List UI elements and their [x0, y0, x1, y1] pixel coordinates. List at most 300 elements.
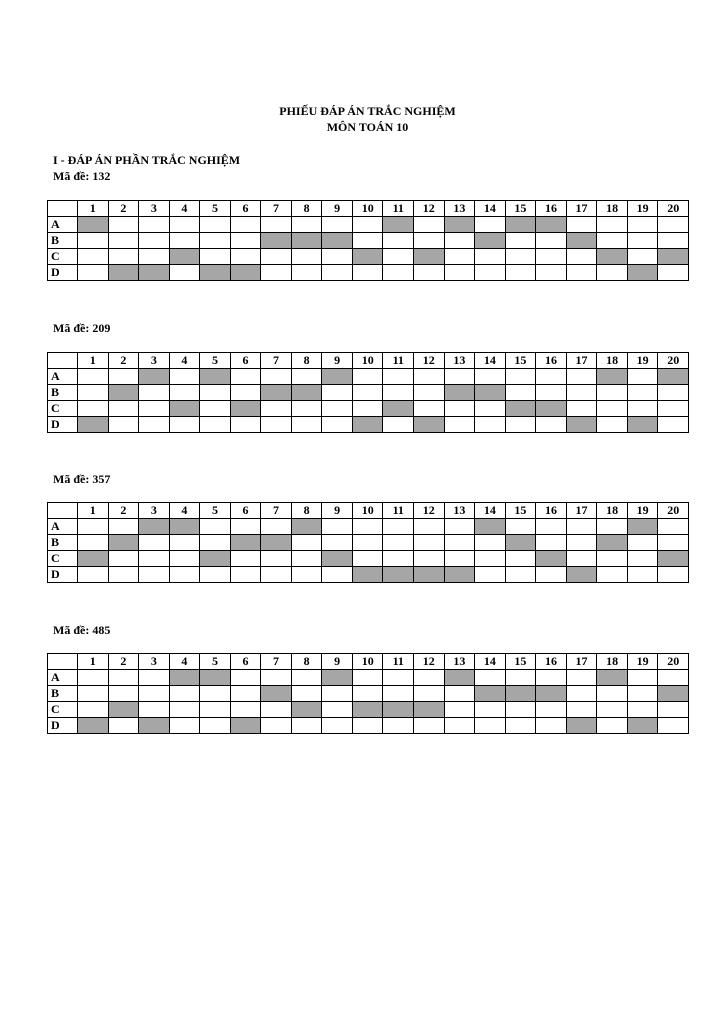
- answer-cell: [169, 369, 200, 385]
- corner-cell: [48, 353, 78, 369]
- answer-cell-filled: [597, 670, 628, 686]
- answer-cell: [566, 249, 597, 265]
- answer-cell: [322, 535, 353, 551]
- question-number: 6: [230, 503, 261, 519]
- answer-cell: [658, 401, 689, 417]
- answer-cell-filled: [230, 535, 261, 551]
- answer-cell: [230, 385, 261, 401]
- answer-cell: [658, 702, 689, 718]
- answer-cell: [536, 265, 567, 281]
- question-number: 18: [597, 201, 628, 217]
- option-row: [48, 265, 689, 281]
- answer-cell: [108, 217, 139, 233]
- answer-cell: [597, 265, 628, 281]
- answer-cell: [169, 702, 200, 718]
- answer-cell: [383, 233, 414, 249]
- answer-grid: [47, 653, 689, 734]
- answer-cell-filled: [322, 233, 353, 249]
- answer-cell: [139, 551, 170, 567]
- answer-cell-filled: [169, 401, 200, 417]
- option-label: A: [48, 670, 78, 686]
- answer-cell: [505, 265, 536, 281]
- answer-cell-filled: [383, 567, 414, 583]
- answer-cell-filled: [475, 385, 506, 401]
- answer-cell: [139, 686, 170, 702]
- answer-cell: [139, 702, 170, 718]
- option-label: D: [48, 417, 78, 433]
- answer-cell: [108, 686, 139, 702]
- answer-cell: [322, 249, 353, 265]
- answer-cell-filled: [169, 519, 200, 535]
- answer-cell-filled: [444, 567, 475, 583]
- option-label: A: [48, 217, 78, 233]
- answer-cell: [322, 385, 353, 401]
- question-number: 7: [261, 353, 292, 369]
- option-row: [48, 417, 689, 433]
- answer-cell: [597, 686, 628, 702]
- answer-cell: [169, 385, 200, 401]
- question-number: 13: [444, 654, 475, 670]
- answer-cell: [505, 385, 536, 401]
- option-label: D: [48, 718, 78, 734]
- answer-cell: [444, 718, 475, 734]
- answer-cell-filled: [200, 265, 231, 281]
- question-number: 7: [261, 503, 292, 519]
- answer-cell: [536, 670, 567, 686]
- option-label: A: [48, 519, 78, 535]
- header-row: [48, 353, 689, 369]
- answer-cell: [597, 702, 628, 718]
- answer-cell: [475, 249, 506, 265]
- answer-cell-filled: [658, 249, 689, 265]
- answer-cell-filled: [169, 249, 200, 265]
- answer-cell: [658, 233, 689, 249]
- question-number: 4: [169, 503, 200, 519]
- answer-cell: [383, 417, 414, 433]
- exam-code-label: Mã đề: 357: [53, 472, 111, 486]
- corner-cell: [48, 654, 78, 670]
- question-number: 2: [108, 353, 139, 369]
- answer-cell: [169, 551, 200, 567]
- answer-cell: [322, 417, 353, 433]
- answer-cell: [230, 670, 261, 686]
- answer-cell-filled: [139, 519, 170, 535]
- answer-cell-filled: [78, 417, 109, 433]
- answer-cell-filled: [139, 265, 170, 281]
- answer-cell: [658, 567, 689, 583]
- answer-cell: [352, 265, 383, 281]
- answer-cell-filled: [169, 670, 200, 686]
- answer-cell-filled: [383, 702, 414, 718]
- answer-cell: [475, 551, 506, 567]
- answer-cell: [505, 567, 536, 583]
- answer-grid: [47, 200, 689, 281]
- answer-cell: [383, 535, 414, 551]
- answer-grid: [47, 352, 689, 433]
- answer-cell: [108, 519, 139, 535]
- question-number: 13: [444, 201, 475, 217]
- corner-cell: [48, 503, 78, 519]
- question-number: 5: [200, 503, 231, 519]
- option-row: [48, 670, 689, 686]
- answer-cell: [627, 233, 658, 249]
- answer-cell: [169, 718, 200, 734]
- answer-cell: [108, 417, 139, 433]
- answer-cell: [108, 249, 139, 265]
- answer-cell: [383, 369, 414, 385]
- option-row: [48, 217, 689, 233]
- answer-cell: [108, 567, 139, 583]
- answer-cell: [78, 401, 109, 417]
- answer-cell: [658, 718, 689, 734]
- answer-cell: [230, 686, 261, 702]
- answer-cell: [352, 718, 383, 734]
- option-row: [48, 369, 689, 385]
- answer-cell-filled: [566, 567, 597, 583]
- answer-cell: [230, 233, 261, 249]
- answer-cell: [261, 217, 292, 233]
- answer-cell: [444, 249, 475, 265]
- answer-cell: [475, 417, 506, 433]
- question-number: 14: [475, 353, 506, 369]
- answer-cell: [169, 567, 200, 583]
- answer-cell: [383, 551, 414, 567]
- answer-cell-filled: [414, 567, 445, 583]
- question-number: 10: [352, 654, 383, 670]
- answer-cell: [200, 718, 231, 734]
- answer-cell-filled: [291, 519, 322, 535]
- question-number: 7: [261, 201, 292, 217]
- answer-cell: [139, 249, 170, 265]
- question-number: 12: [414, 353, 445, 369]
- answer-cell-filled: [352, 249, 383, 265]
- answer-cell: [139, 233, 170, 249]
- answer-cell: [505, 369, 536, 385]
- question-number: 2: [108, 654, 139, 670]
- answer-cell-filled: [383, 217, 414, 233]
- question-number: 2: [108, 201, 139, 217]
- question-number: 16: [536, 201, 567, 217]
- answer-cell: [230, 369, 261, 385]
- section-heading: I - ĐÁP ÁN PHẦN TRẮC NGHIỆM: [53, 153, 241, 167]
- answer-cell-filled: [139, 718, 170, 734]
- answer-cell-filled: [200, 369, 231, 385]
- answer-cell-filled: [230, 401, 261, 417]
- question-number: 1: [78, 201, 109, 217]
- question-number: 4: [169, 654, 200, 670]
- corner-cell: [48, 201, 78, 217]
- answer-cell: [627, 217, 658, 233]
- answer-cell: [444, 401, 475, 417]
- title-line-1: PHIẾU ĐÁP ÁN TRẮC NGHIỆM: [279, 104, 456, 118]
- option-label: D: [48, 567, 78, 583]
- answer-cell: [261, 567, 292, 583]
- answer-cell: [230, 217, 261, 233]
- header-row: [48, 201, 689, 217]
- answer-cell: [597, 417, 628, 433]
- answer-cell: [627, 401, 658, 417]
- question-number: 1: [78, 353, 109, 369]
- answer-cell-filled: [597, 249, 628, 265]
- answer-cell-filled: [200, 551, 231, 567]
- answer-cell: [200, 417, 231, 433]
- answer-cell: [658, 519, 689, 535]
- answer-cell-filled: [230, 265, 261, 281]
- question-number: 14: [475, 503, 506, 519]
- answer-cell: [139, 567, 170, 583]
- question-number: 15: [505, 654, 536, 670]
- question-number: 5: [200, 201, 231, 217]
- answer-cell: [658, 217, 689, 233]
- question-number: 20: [658, 503, 689, 519]
- question-number: 3: [139, 353, 170, 369]
- answer-cell: [536, 369, 567, 385]
- answer-grid: [47, 502, 689, 583]
- answer-cell: [139, 217, 170, 233]
- question-number: 6: [230, 353, 261, 369]
- answer-cell: [414, 401, 445, 417]
- question-number: 17: [566, 654, 597, 670]
- question-number: 1: [78, 503, 109, 519]
- answer-cell: [261, 718, 292, 734]
- answer-cell: [78, 686, 109, 702]
- answer-cell: [444, 519, 475, 535]
- question-number: 12: [414, 201, 445, 217]
- answer-cell-filled: [78, 718, 109, 734]
- answer-cell-filled: [261, 535, 292, 551]
- answer-cell: [139, 385, 170, 401]
- answer-cell: [627, 369, 658, 385]
- answer-cell: [566, 670, 597, 686]
- question-number: 4: [169, 201, 200, 217]
- answer-cell-filled: [627, 417, 658, 433]
- answer-cell: [566, 265, 597, 281]
- answer-cell: [627, 535, 658, 551]
- answer-cell-filled: [322, 551, 353, 567]
- answer-cell: [566, 519, 597, 535]
- answer-cell: [658, 385, 689, 401]
- answer-cell: [414, 718, 445, 734]
- answer-cell: [291, 551, 322, 567]
- answer-cell: [475, 718, 506, 734]
- answer-cell: [566, 369, 597, 385]
- question-number: 5: [200, 654, 231, 670]
- answer-cell: [322, 567, 353, 583]
- header-row: [48, 654, 689, 670]
- answer-cell: [261, 417, 292, 433]
- question-number: 3: [139, 201, 170, 217]
- question-number: 11: [383, 353, 414, 369]
- answer-cell-filled: [566, 233, 597, 249]
- answer-cell: [505, 702, 536, 718]
- option-row: [48, 702, 689, 718]
- question-number: 18: [597, 654, 628, 670]
- answer-cell: [200, 535, 231, 551]
- answer-cell: [352, 217, 383, 233]
- answer-cell: [505, 233, 536, 249]
- answer-cell: [505, 417, 536, 433]
- answer-cell: [322, 217, 353, 233]
- answer-cell: [108, 551, 139, 567]
- answer-cell: [658, 265, 689, 281]
- question-number: 11: [383, 201, 414, 217]
- answer-cell: [597, 401, 628, 417]
- question-number: 18: [597, 353, 628, 369]
- answer-cell: [475, 535, 506, 551]
- answer-cell: [139, 670, 170, 686]
- answer-cell: [627, 551, 658, 567]
- answer-cell: [505, 519, 536, 535]
- answer-cell: [383, 265, 414, 281]
- answer-cell: [230, 417, 261, 433]
- answer-cell: [658, 535, 689, 551]
- answer-cell: [536, 567, 567, 583]
- question-number: 13: [444, 353, 475, 369]
- answer-cell-filled: [261, 385, 292, 401]
- answer-cell: [200, 567, 231, 583]
- answer-cell: [414, 670, 445, 686]
- answer-cell: [230, 519, 261, 535]
- answer-cell-filled: [658, 369, 689, 385]
- question-number: 9: [322, 654, 353, 670]
- option-label: D: [48, 265, 78, 281]
- answer-cell: [169, 417, 200, 433]
- answer-cell: [566, 217, 597, 233]
- option-row: [48, 385, 689, 401]
- question-number: 3: [139, 654, 170, 670]
- answer-cell: [658, 417, 689, 433]
- answer-cell: [291, 401, 322, 417]
- answer-cell: [200, 401, 231, 417]
- answer-cell-filled: [658, 686, 689, 702]
- answer-cell: [230, 551, 261, 567]
- answer-cell-filled: [78, 217, 109, 233]
- answer-cell: [139, 535, 170, 551]
- answer-cell: [78, 385, 109, 401]
- question-number: 11: [383, 503, 414, 519]
- answer-cell: [200, 249, 231, 265]
- answer-cell: [597, 233, 628, 249]
- answer-cell: [444, 535, 475, 551]
- question-number: 10: [352, 353, 383, 369]
- answer-cell: [444, 686, 475, 702]
- answer-cell: [505, 551, 536, 567]
- answer-cell-filled: [108, 265, 139, 281]
- answer-cell: [414, 535, 445, 551]
- answer-cell: [627, 249, 658, 265]
- answer-cell: [200, 233, 231, 249]
- answer-cell: [383, 718, 414, 734]
- question-number: 19: [627, 654, 658, 670]
- exam-code-label: Mã đề: 209: [53, 321, 111, 335]
- question-number: 14: [475, 201, 506, 217]
- answer-cell: [383, 686, 414, 702]
- answer-cell: [78, 702, 109, 718]
- answer-cell: [627, 686, 658, 702]
- answer-cell: [291, 686, 322, 702]
- answer-cell-filled: [444, 217, 475, 233]
- answer-cell: [261, 249, 292, 265]
- question-number: 16: [536, 503, 567, 519]
- answer-cell: [291, 718, 322, 734]
- option-row: [48, 401, 689, 417]
- option-label: C: [48, 249, 78, 265]
- question-number: 17: [566, 201, 597, 217]
- answer-cell: [261, 519, 292, 535]
- answer-cell: [414, 217, 445, 233]
- answer-cell: [414, 385, 445, 401]
- answer-cell: [322, 401, 353, 417]
- option-row: [48, 233, 689, 249]
- answer-cell-filled: [475, 686, 506, 702]
- answer-cell: [169, 233, 200, 249]
- question-number: 12: [414, 654, 445, 670]
- answer-cell: [566, 551, 597, 567]
- answer-cell: [169, 535, 200, 551]
- answer-cell: [108, 369, 139, 385]
- answer-cell-filled: [536, 551, 567, 567]
- answer-cell: [78, 535, 109, 551]
- answer-cell-filled: [291, 385, 322, 401]
- question-number: 15: [505, 201, 536, 217]
- answer-cell: [139, 401, 170, 417]
- option-label: B: [48, 535, 78, 551]
- answer-cell: [444, 551, 475, 567]
- answer-cell: [566, 385, 597, 401]
- answer-cell: [414, 686, 445, 702]
- answer-cell: [566, 702, 597, 718]
- answer-cell: [322, 718, 353, 734]
- answer-cell: [139, 417, 170, 433]
- answer-cell: [352, 535, 383, 551]
- answer-cell-filled: [322, 670, 353, 686]
- option-row: [48, 535, 689, 551]
- answer-cell-filled: [108, 535, 139, 551]
- question-number: 12: [414, 503, 445, 519]
- header-row: [48, 503, 689, 519]
- answer-cell: [444, 417, 475, 433]
- answer-cell: [291, 670, 322, 686]
- answer-cell: [536, 718, 567, 734]
- answer-cell: [475, 702, 506, 718]
- option-label: A: [48, 369, 78, 385]
- answer-cell: [475, 265, 506, 281]
- answer-cell-filled: [291, 702, 322, 718]
- answer-cell-filled: [352, 702, 383, 718]
- question-number: 8: [291, 201, 322, 217]
- answer-cell: [627, 670, 658, 686]
- answer-cell-filled: [505, 686, 536, 702]
- answer-cell: [230, 567, 261, 583]
- answer-cell: [505, 718, 536, 734]
- answer-cell: [291, 417, 322, 433]
- answer-cell-filled: [352, 567, 383, 583]
- answer-cell: [536, 249, 567, 265]
- option-row: [48, 551, 689, 567]
- answer-cell: [383, 670, 414, 686]
- answer-cell: [627, 702, 658, 718]
- answer-cell: [627, 567, 658, 583]
- answer-cell: [414, 519, 445, 535]
- answer-cell: [291, 369, 322, 385]
- answer-cell-filled: [505, 535, 536, 551]
- answer-cell: [627, 385, 658, 401]
- answer-cell-filled: [597, 369, 628, 385]
- option-row: [48, 718, 689, 734]
- answer-cell-filled: [566, 417, 597, 433]
- answer-cell: [352, 551, 383, 567]
- answer-cell: [261, 401, 292, 417]
